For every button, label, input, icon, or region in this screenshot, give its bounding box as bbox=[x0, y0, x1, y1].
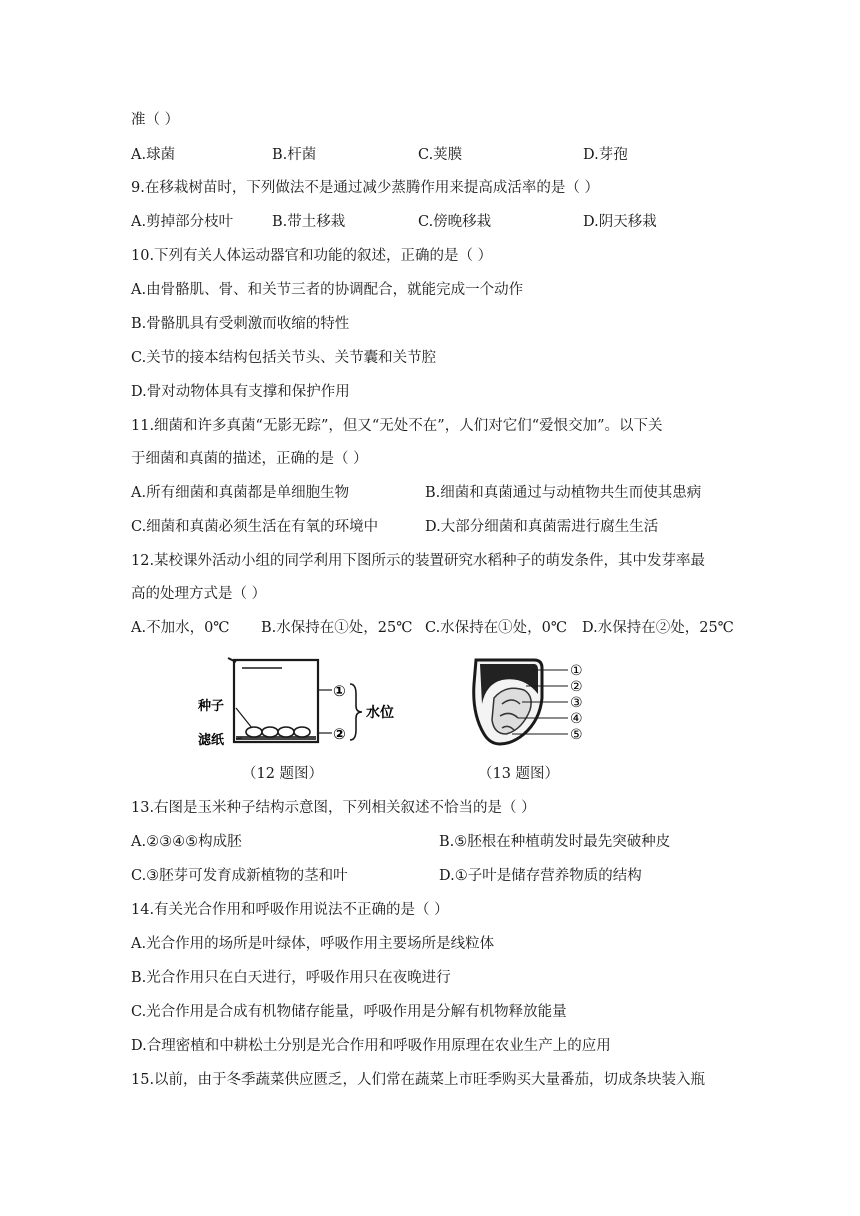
option-b: B.水保持在①处，25℃ bbox=[261, 620, 413, 636]
question-13-options-row2 bbox=[131, 866, 751, 886]
question-12-options bbox=[131, 618, 751, 638]
question-10-stem: 10.下列有关人体运动器官和功能的叙述，正确的是（ ） bbox=[131, 248, 493, 264]
question-12-stem: 12.某校课外活动小组的同学利用下图所示的装置研究水稻种子的萌发条件，其中发芽率最 bbox=[131, 553, 706, 569]
seed bbox=[262, 727, 278, 737]
option-c: C.细菌和真菌必须生活在有氧的环境中 bbox=[131, 519, 379, 535]
question-9-options bbox=[131, 212, 751, 232]
figure-13-caption: （13 题图） bbox=[478, 766, 560, 782]
option-b: B.带土移栽 bbox=[272, 214, 346, 230]
question-9-stem: 9.在移栽树苗时，下列做法不是通过减少蒸腾作用来提高成活率的是（ ） bbox=[131, 180, 599, 196]
option-b: B.细菌和真菌通过与动植物共生而使其患病 bbox=[425, 485, 702, 501]
figure-12-beaker-diagram bbox=[196, 654, 408, 748]
option-c: C.③胚芽可发育成新植物的茎和叶 bbox=[131, 868, 348, 884]
option-a: A.球菌 bbox=[131, 147, 176, 163]
mark-5: ⑤ bbox=[570, 727, 583, 743]
option-d: D.水保持在②处，25℃ bbox=[582, 620, 734, 636]
option-d: D.大部分细菌和真菌需进行腐生生活 bbox=[425, 519, 659, 535]
filter-paper-label: 滤纸 bbox=[198, 733, 225, 748]
option-a: A.所有细菌和真菌都是单细胞生物 bbox=[131, 485, 350, 501]
question-11-stem: 11.细菌和许多真菌“无影无踪”，但又“无处不在”，人们对它们“爱恨交加”。以下关 bbox=[131, 418, 663, 434]
seed bbox=[278, 727, 294, 737]
question-14-stem: 14.有关光合作用和呼吸作用说法不正确的是（ ） bbox=[131, 902, 449, 918]
mark-4: ④ bbox=[570, 711, 583, 727]
question-10-option-a: A.由骨骼肌、骨、和关节三者的协调配合，就能完成一个动作 bbox=[131, 282, 524, 298]
option-a: A.②③④⑤构成胚 bbox=[131, 834, 242, 850]
question-10-option-b: B.骨骼肌具有受刺激而收缩的特性 bbox=[131, 316, 350, 332]
seed-label: 种子 bbox=[198, 699, 225, 714]
seed bbox=[246, 727, 262, 737]
question-11-stem-cont: 于细菌和真菌的描述，正确的是（ ） bbox=[131, 451, 368, 467]
question-14-option-b: B.光合作用只在白天进行，呼吸作用只在夜晚进行 bbox=[131, 970, 451, 986]
option-c: C.荚膜 bbox=[418, 147, 463, 163]
question-14-option-c: C.光合作用是合成有机物储存能量，呼吸作用是分解有机物释放能量 bbox=[131, 1004, 567, 1020]
question-8-options bbox=[131, 145, 751, 165]
mark-3: ③ bbox=[570, 695, 583, 711]
question-11-options-row1 bbox=[131, 483, 751, 503]
seed bbox=[294, 727, 310, 737]
question-13-stem: 13.右图是玉米种子结构示意图，下列相关叙述不恰当的是（ ） bbox=[131, 800, 536, 816]
option-a: A.剪掉部分枝叶 bbox=[131, 214, 234, 230]
mark-1: ① bbox=[570, 663, 583, 679]
question-10-option-d: D.骨对动物体具有支撑和保护作用 bbox=[131, 384, 350, 400]
option-b: B.杆菌 bbox=[272, 147, 317, 163]
question-12-stem-cont: 高的处理方式是（ ） bbox=[131, 586, 267, 602]
figure-12-caption: （12 题图） bbox=[242, 766, 324, 782]
mark-2: ② bbox=[333, 725, 346, 743]
question-10-option-c: C.关节的接本结构包括关节头、关节囊和关节腔 bbox=[131, 350, 437, 366]
option-d: D.①子叶是储存营养物质的结构 bbox=[439, 868, 642, 884]
mark-1: ① bbox=[333, 682, 346, 700]
mark-2: ② bbox=[570, 679, 583, 695]
question-11-options-row2 bbox=[131, 517, 751, 537]
option-c: C.水保持在①处，0℃ bbox=[425, 620, 568, 636]
question-14-option-a: A.光合作用的场所是叶绿体，呼吸作用主要场所是线粒体 bbox=[131, 936, 495, 952]
option-d: D.阴天移栽 bbox=[583, 214, 657, 230]
question-13-options-row1 bbox=[131, 832, 751, 852]
option-c: C.傍晚移栽 bbox=[418, 214, 492, 230]
option-d: D.芽孢 bbox=[583, 147, 628, 163]
question-8-tail: 准（ ） bbox=[131, 112, 180, 128]
question-14-option-d: D.合理密植和中耕松土分别是光合作用和呼吸作用原理在农业生产上的应用 bbox=[131, 1038, 611, 1054]
question-15-stem: 15.以前，由于冬季蔬菜供应匮乏，人们常在蔬菜上市旺季购买大量番茄，切成条块装入瓶 bbox=[131, 1072, 706, 1088]
figure-13-corn-seed-diagram bbox=[468, 654, 600, 750]
option-b: B.⑤胚根在种植萌发时最先突破种皮 bbox=[439, 834, 671, 850]
brace bbox=[350, 684, 362, 740]
option-a: A.不加水，0℃ bbox=[131, 620, 230, 636]
water-level-label: 水位 bbox=[366, 705, 394, 721]
